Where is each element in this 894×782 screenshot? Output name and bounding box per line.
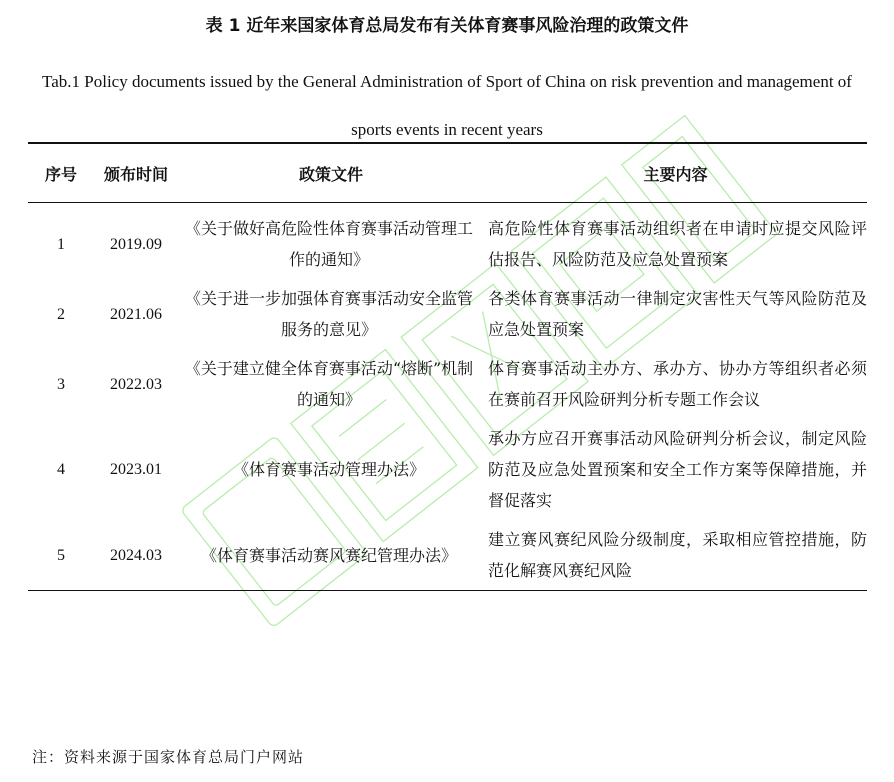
row-content: 建立赛风赛纪风险分级制度，采取相应管控措施，防范化解赛风赛纪风险	[488, 530, 867, 580]
row-doc: 《关于做好高危险性体育赛事活动管理工作的通知》	[184, 219, 473, 269]
row-content: 体育赛事活动主办方、承办方、协办方等组织者必须在赛前召开风险研判分析专题工作会议	[488, 359, 867, 409]
table-row	[28, 349, 867, 419]
row-no: 2	[57, 305, 65, 323]
policy-table	[28, 142, 867, 591]
row-content: 各类体育赛事活动一律制定灾害性天气等风险防范及应急处置预案	[488, 289, 867, 339]
row-date: 2019.09	[110, 235, 162, 253]
row-doc: 《关于建立健全体育赛事活动“熔断”机制的通知》	[184, 359, 474, 409]
row-doc: 《体育赛事活动赛风赛纪管理办法》	[200, 545, 457, 565]
table-row	[28, 419, 867, 520]
table-row	[28, 203, 867, 280]
header-content: 主要内容	[643, 164, 708, 184]
table-title-cn: 表 1 近年来国家体育总局发布有关体育赛事风险治理的政策文件	[205, 16, 689, 36]
row-content: 承办方应召开赛事活动风险研判分析会议，制定风险防范及应急处置预案和安全工作方案等保障措施，并督促落实	[488, 429, 867, 510]
table-row	[28, 520, 867, 591]
row-date: 2022.03	[110, 375, 162, 393]
row-date: 2024.03	[110, 546, 162, 564]
row-content: 高危险性体育赛事活动组织者在申请时应提交风险评估报告、风险防范及应急处置预案	[488, 219, 867, 269]
header-no: 序号	[44, 164, 77, 184]
table-note: 注：资料来源于国家体育总局门户网站	[32, 748, 305, 766]
row-date: 2023.01	[110, 461, 162, 478]
table-header-row	[28, 143, 867, 203]
table-row	[28, 279, 867, 349]
table-title-en: Tab.1 Policy documents issued by the General Administration of Sport of China on risk prevention and management of sports events in recent years	[42, 72, 852, 139]
row-doc: 《关于进一步加强体育赛事活动安全监管服务的意见》	[184, 289, 473, 339]
header-date: 颁布时间	[103, 164, 168, 184]
row-date: 2021.06	[110, 305, 162, 323]
row-no: 1	[57, 235, 65, 253]
row-no: 3	[57, 375, 65, 393]
header-doc: 政策文件	[298, 164, 363, 184]
row-doc: 《体育赛事活动管理办法》	[232, 460, 425, 479]
row-no: 4	[57, 461, 65, 478]
row-no: 5	[57, 546, 65, 564]
